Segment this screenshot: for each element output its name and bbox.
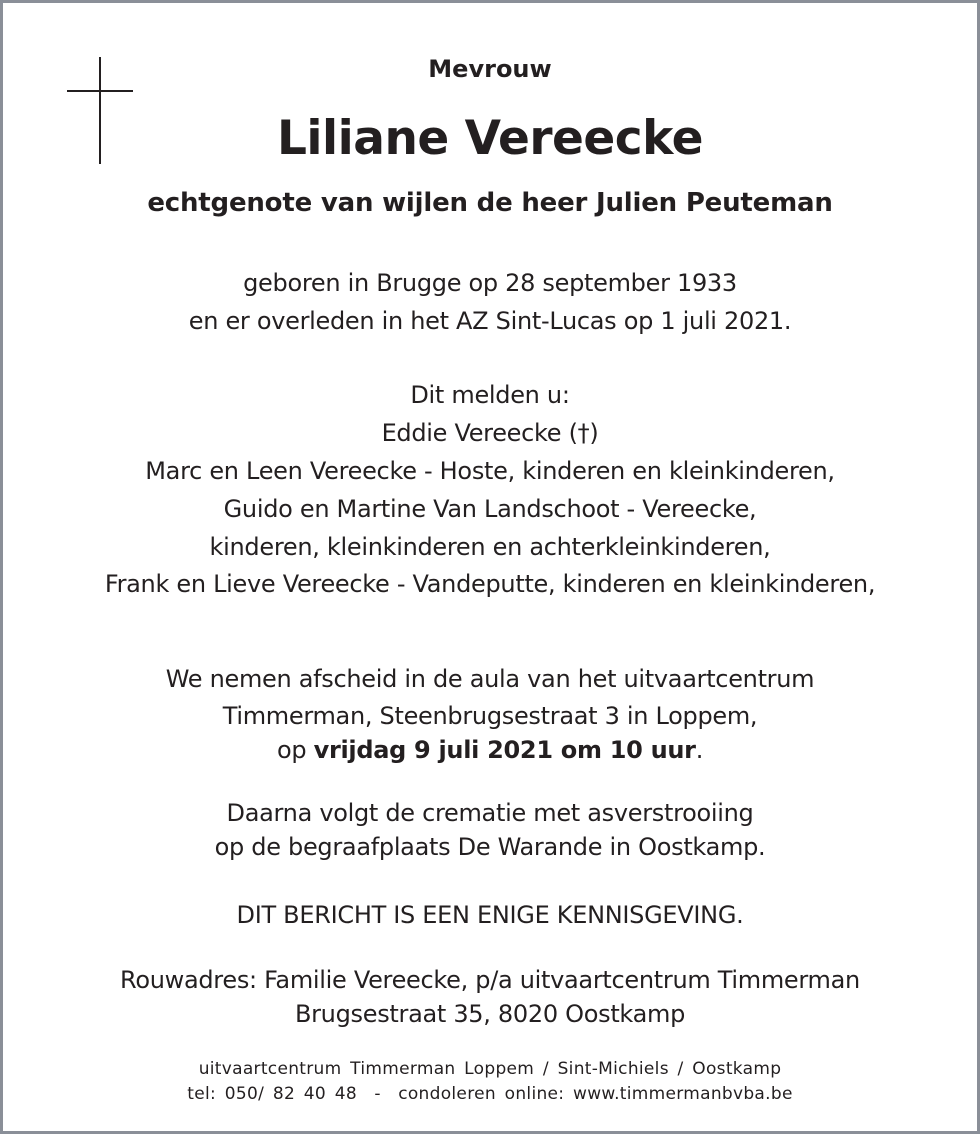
farewell-line-1: We nemen afscheid in de aula van het uitvaartcentrum	[165, 665, 815, 693]
only-notice: DIT BERICHT IS EEN ENIGE KENNISGEVING.	[236, 901, 744, 929]
cross-horizontal-bar	[67, 90, 133, 92]
family-line: kinderen, kleinkinderen en achterkleinkinderen,	[209, 533, 771, 561]
family-line: Frank en Lieve Vereecke - Vandeputte, kinderen en kleinkinderen,	[104, 570, 876, 598]
farewell-line-2: Timmerman, Steenbrugsestraat 3 in Loppem,	[222, 702, 758, 730]
footer-contact: tel: 050/ 82 40 48 - condoleren online: www.timmermanbvba.be	[187, 1084, 793, 1104]
farewell-prefix: op	[276, 736, 314, 764]
mourning-address-line-2: Brugsestraat 35, 8020 Oostkamp	[294, 1000, 686, 1028]
mourning-address-line-1: Rouwadres: Familie Vereecke, p/a uitvaartcentrum Timmerman	[120, 966, 860, 994]
birth-line: geboren in Brugge op 28 september 1933	[243, 269, 737, 297]
cremation-line-1: Daarna volgt de crematie met asverstrooiing	[226, 799, 754, 827]
cremation-line-2: op de begraafplaats De Warande in Oostkamp.	[214, 833, 766, 861]
farewell-date: vrijdag 9 juli 2021 om 10 uur	[313, 736, 696, 764]
family-line: Guido en Martine Van Landschoot - Vereecke,	[223, 495, 757, 523]
announced-by-intro: Dit melden u:	[410, 381, 570, 409]
family-line: Eddie Vereecke (†)	[381, 419, 599, 447]
salutation: Mevrouw	[428, 55, 552, 83]
farewell-suffix: .	[695, 736, 704, 764]
deceased-name: Liliane Vereecke	[276, 111, 704, 166]
spouse-line: echtgenote van wijlen de heer Julien Peuteman	[147, 188, 833, 218]
farewell-line-3	[3, 736, 977, 764]
footer-funeral-home: uitvaartcentrum Timmerman Loppem / Sint-Michiels / Oostkamp	[198, 1059, 782, 1079]
death-line: en er overleden in het AZ Sint-Lucas op 1 juli 2021.	[188, 307, 792, 335]
family-line: Marc en Leen Vereecke - Hoste, kinderen en kleinkinderen,	[145, 457, 835, 485]
